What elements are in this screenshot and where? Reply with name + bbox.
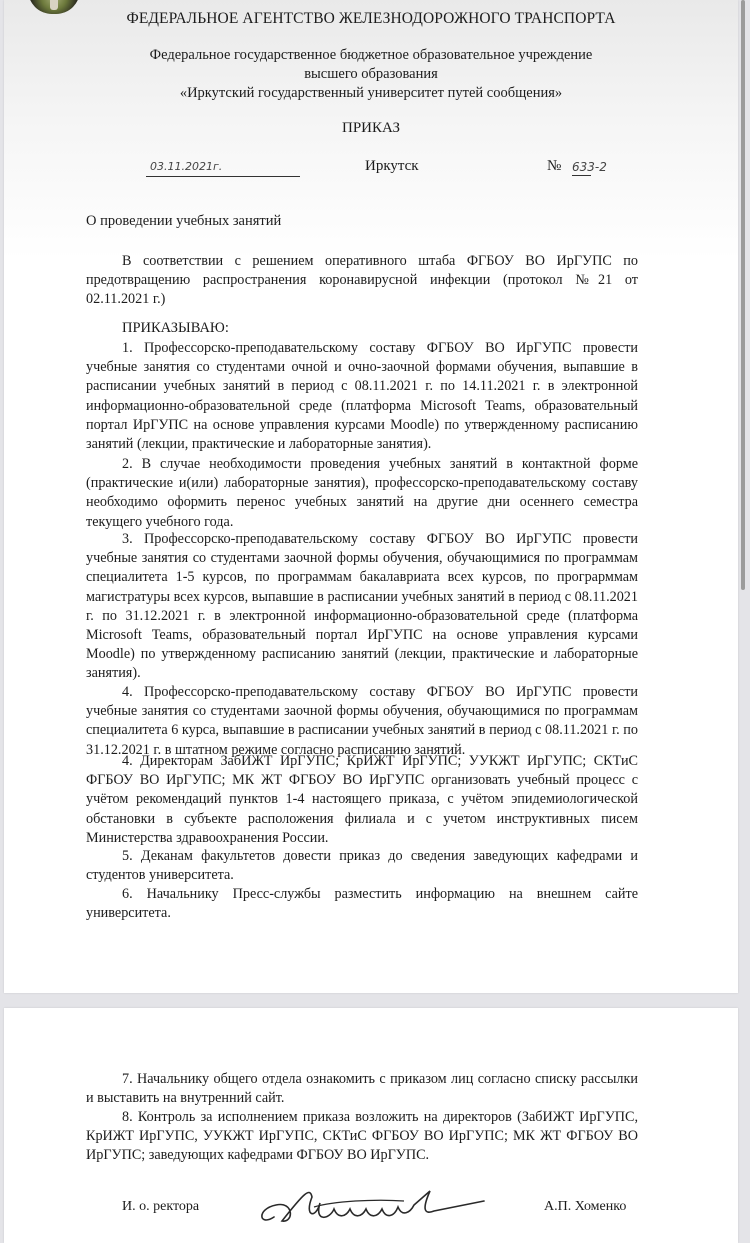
institution-line-1: Федеральное государственное бюджетное образовательное учреждение xyxy=(149,47,593,63)
signature-block xyxy=(4,1193,738,1233)
order-item-8: 8. Контроль за исполнением приказа возложить на директоров (ЗабИЖТ ИрГУПС, КрИЖТ ИрГУПС, УУКЖТ ИрГУПС, СКТиС ФГБОУ ВО ИрГУПС; МК ЖТ ФГБОУ ВО ИрГУПС; заведующих кафедрами ФГБОУ ВО ИрГУПС. xyxy=(86,1109,638,1164)
order-word: ПРИКАЗЫВАЮ: xyxy=(122,320,229,336)
document-page-1 xyxy=(4,0,738,993)
agency-heading: ФЕДЕРАЛЬНОЕ АГЕНТСТВО ЖЕЛЕЗНОДОРОЖНОГО ТРАНСПОРТА xyxy=(126,10,616,27)
handwritten-signature xyxy=(254,1183,514,1229)
institution-heading xyxy=(4,46,738,103)
signatory-name: А.П. Хоменко xyxy=(544,1199,627,1214)
institution-line-2: высшего образования xyxy=(304,66,438,82)
order-item-2: 2. В случае необходимости проведения учебных занятий в контактной форме (практические и(или) лабораторные занятия), профессорско-преподавательскому составу необходимо оформить перенос учебных занятий на другие дни осеннего семестра текущего учебного года. xyxy=(86,456,638,530)
scrollbar-thumb[interactable] xyxy=(741,0,745,590)
order-item-4: 4. Профессорско-преподавательскому составу ФГБОУ ВО ИрГУПС провести учебные занятия со студентами заочной формы обучения, обучающимися по программам специалитета 6 курса, выпавшие в расписании учебных занятий в период с 08.11.2021 г. по 31.12.2021 г. в штатном режиме согласно расписанию занятий. xyxy=(86,684,638,758)
order-item-5: 5. Деканам факультетов довести приказ до сведения заведующих кафедрами и студентов университета. xyxy=(86,848,638,884)
preamble: В соответствии с решением оперативного штаба ФГБОУ ВО ИрГУПС по предотвращению распространения коронавирусной инфекции (протокол №21 от 02.11.2021 г.) xyxy=(86,253,638,308)
order-item-3: 3. Профессорско-преподавательскому составу ФГБОУ ВО ИрГУПС провести учебные занятия со студентами заочной формы обучения, обучающимися по программам специалитета 1-5 курсов, по программам бакалавриата всех курсов, по програрммам магистратуры всех курсов, выпавшие в расписании учебных занятий в период с 08.11.2021 г. по 31.12.2021 г. в электронной информационно-образовательной среде (платформа Microsoft Teams, образовательный портал ИрГУПС на основе управления курсами Moodle) по утвержденному расписанию занятий (лекции, практические и лабораторные занятия). xyxy=(86,531,638,682)
order-subject: О проведении учебных занятий xyxy=(86,213,282,229)
document-type: ПРИКАЗ xyxy=(342,120,400,136)
order-number-label: № xyxy=(547,158,562,174)
document-page-2 xyxy=(4,1008,738,1243)
order-date: 03.11.2021г. xyxy=(146,158,300,177)
order-meta-row xyxy=(4,158,738,180)
signatory-position: И. о. ректора xyxy=(122,1199,200,1214)
order-item-1: 1. Профессорско-преподавательскому составу ФГБОУ ВО ИрГУПС провести учебные занятия со студентами очной и очно-заочной формами обучения, выпавшие в расписании учебных занятий в период с 08.11.2021 г. по 14.11.2021 г. в электронной информационно-образовательной среде (платформа Microsoft Teams, образовательный портал ИрГУПС на основе управления курсами Moodle) по утвержденному расписанию занятий (лекции, практические и лабораторные занятия). xyxy=(86,340,638,453)
order-item-6: 6. Начальнику Пресс-службы разместить информацию на внешнем сайте университета. xyxy=(86,886,638,922)
order-item-7: 7. Начальнику общего отдела ознакомить с приказом лиц согласно списку рассылки и выставить на внутренний сайт. xyxy=(86,1071,638,1107)
institution-line-3: «Иркутский государственный университет путей сообщения» xyxy=(179,85,563,101)
order-city: Иркутск xyxy=(365,158,419,174)
order-number: 633-2 xyxy=(572,160,607,174)
order-item-4b: 4. Директорам ЗабИЖТ ИрГУПС; КрИЖТ ИрГУПС; УУКЖТ ИрГУПС; СКТиС ФГБОУ ВО ИрГУПС; МК ЖТ ФГБОУ ВО ИрГУПС организовать учебный процесс с учётом рекомендаций пунктов 1-4 настоящего приказа, с учётом эпидемиологической обстановки в субъекте расположения филиала и с учетом инструктивных писем Министерства здравоохранения России. xyxy=(86,753,638,846)
